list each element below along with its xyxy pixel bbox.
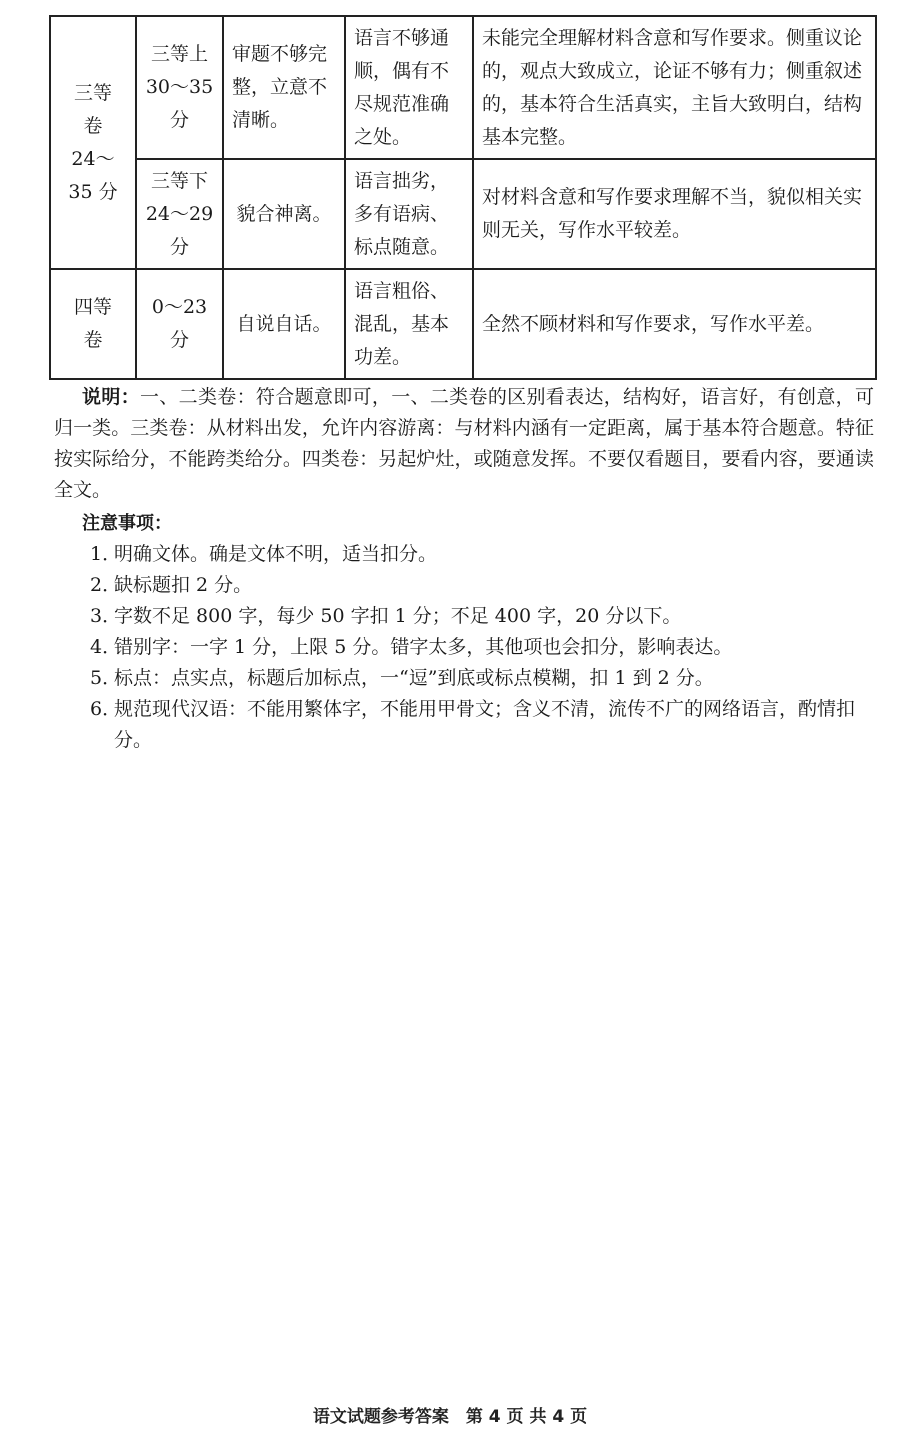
subgrade-line: 30～35 <box>145 76 214 98</box>
item-text: 规范现代汉语：不能用繁体字，不能用甲骨文；含义不清，流传不广的网络语言，酌情扣分。 <box>114 698 856 751</box>
grade-line: 四等 <box>73 296 112 318</box>
subgrade-line: 分 <box>169 109 189 131</box>
content-cell: 全然不顾材料和写作要求，写作水平差。 <box>473 269 876 379</box>
subgrade-cell <box>136 16 223 159</box>
subgrade-cell <box>136 269 223 379</box>
item-number: 3． <box>90 605 122 627</box>
item-number: 1． <box>90 543 122 565</box>
grading-table <box>49 15 877 380</box>
item-text: 缺标题扣 2 分。 <box>114 574 253 596</box>
attention-list <box>54 539 874 756</box>
grade-line: 35 分 <box>68 180 118 203</box>
language-cell: 语言拙劣，多有语病、标点随意。 <box>345 159 473 269</box>
item-text: 错别字：一字 1 分，上限 5 分。错字太多，其他项也会扣分，影响表达。 <box>114 636 733 658</box>
subgrade-line: 三等下 <box>150 169 208 192</box>
grade-cell-fourth <box>50 269 136 379</box>
item-text: 明确文体。确是文体不明，适当扣分。 <box>114 543 438 565</box>
grade-line: 三等 <box>73 81 112 104</box>
language-cell: 语言粗俗、混乱，基本功差。 <box>345 269 473 379</box>
subgrade-line: 24～29 <box>145 202 214 225</box>
subgrade-cell <box>136 159 223 269</box>
subgrade-line: 分 <box>169 329 189 351</box>
topic-cell: 审题不够完整，立意不清晰。 <box>223 16 345 159</box>
explanation-label: 说明： <box>82 386 140 408</box>
list-item <box>54 539 874 570</box>
topic-cell: 自说自话。 <box>223 269 345 379</box>
language-cell: 语言不够通顺，偶有不尽规范准确之处。 <box>345 16 473 159</box>
item-number: 2． <box>90 574 122 596</box>
grade-line: 24～ <box>71 147 115 170</box>
attention-heading: 注意事项： <box>82 513 172 534</box>
list-item <box>54 663 874 694</box>
table-row <box>50 269 876 379</box>
list-item <box>54 601 874 632</box>
list-item <box>54 694 874 756</box>
item-number: 4． <box>90 636 122 658</box>
grade-line: 卷 <box>83 329 103 351</box>
content-cell: 未能完全理解材料含意和写作要求。侧重议论的，观点大致成立，论证不够有力；侧重叙述的，基本符合生活真实，主旨大致明白，结构基本完整。 <box>473 16 876 159</box>
notes-section <box>54 382 874 756</box>
explanation-text: 一、二类卷：符合题意即可，一、二类卷的区别看表达，结构好，语言好，有创意，可归一类。三类卷：从材料出发，允许内容游离：与材料内涵有一定距离，属于基本符合题意。特征按实际给分，不能跨类给分。四类卷：另起炉灶，或随意发挥。不要仅看题目，要看内容，要通读全文。 <box>54 386 874 501</box>
table-row <box>50 159 876 269</box>
item-text: 标点：点实点，标题后加标点，一“逗”到底或标点模糊，扣 1 到 2 分。 <box>114 667 714 689</box>
content-cell: 对材料含意和写作要求理解不当，貌似相关实则无关，写作水平较差。 <box>473 159 876 269</box>
item-text: 字数不足 800 字，每少 50 字扣 1 分；不足 400 字，20 分以下。 <box>114 605 682 627</box>
explanation-paragraph <box>54 382 874 506</box>
item-number: 6． <box>90 698 122 720</box>
subgrade-line: 三等上 <box>150 43 208 65</box>
grade-cell-third <box>50 16 136 269</box>
list-item <box>54 570 874 601</box>
subgrade-line: 分 <box>169 235 189 258</box>
list-item <box>54 632 874 663</box>
table-row <box>50 16 876 159</box>
topic-cell: 貌合神离。 <box>223 159 345 269</box>
grade-line: 卷 <box>83 114 103 137</box>
page-footer: 语文试题参考答案 第 4 页 共 4 页 <box>312 1407 588 1427</box>
subgrade-line: 0～23 <box>151 296 208 318</box>
item-number: 5． <box>90 667 122 689</box>
